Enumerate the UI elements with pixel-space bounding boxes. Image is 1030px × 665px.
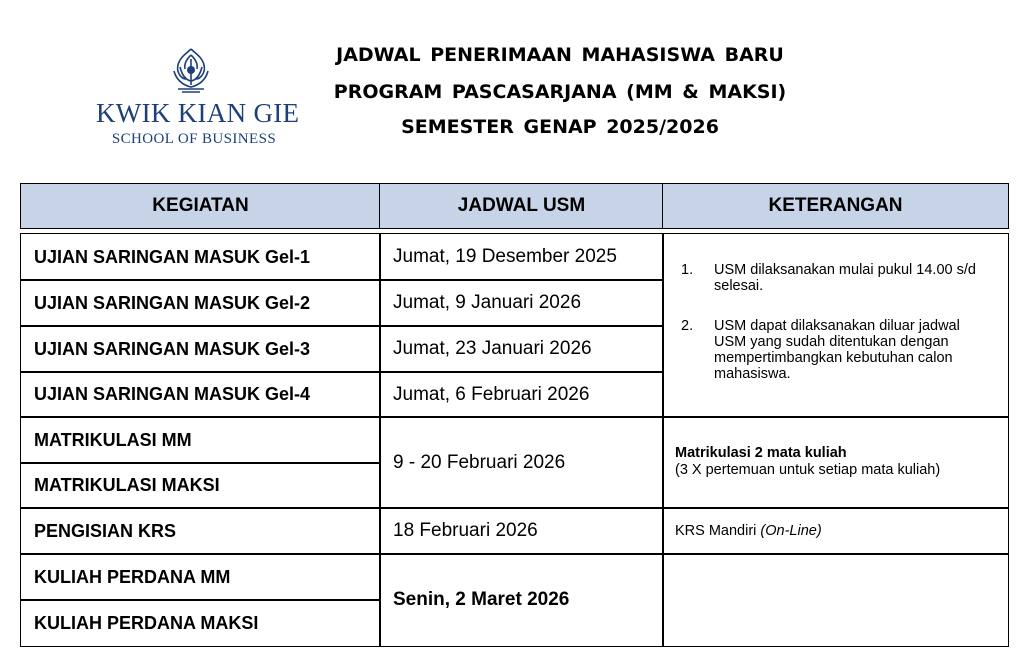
table-row-kegiatan: UJIAN SARINGAN MASUK Gel-3: [20, 325, 381, 373]
table-row-kegiatan: MATRIKULASI MAKSI: [20, 462, 381, 509]
header-keterangan: KETERANGAN: [662, 183, 1009, 229]
table-row-kegiatan: KULIAH PERDANA MAKSI: [20, 599, 381, 647]
krs-note-text: KRS Mandiri: [675, 523, 761, 539]
header-kegiatan: KEGIATAN: [20, 183, 381, 229]
crest-emblem-icon: [166, 45, 216, 95]
usm-note-text: USM dapat dilaksanakan diluar jadwal USM yang sudah ditentukan dengan mempertimbangkan kebutuhan calon mahasiswa.: [714, 318, 960, 382]
table-row-jadwal: Jumat, 9 Januari 2026: [379, 279, 664, 327]
table-row-kegiatan: KULIAH PERDANA MM: [20, 553, 381, 601]
table-row-jadwal: Senin, 2 Maret 2026: [379, 553, 664, 647]
table-row-kegiatan: UJIAN SARINGAN MASUK Gel-2: [20, 279, 381, 327]
table-row-jadwal: Jumat, 19 Desember 2025: [379, 233, 664, 281]
matrikulasi-note-title: Matrikulasi 2 mata kuliah: [675, 445, 847, 461]
table-row-kegiatan: MATRIKULASI MM: [20, 416, 381, 464]
table-row-kegiatan: UJIAN SARINGAN MASUK Gel-1: [20, 233, 381, 281]
table-row-jadwal: Jumat, 23 Januari 2026: [379, 325, 664, 373]
krs-note-cell: [662, 507, 1009, 555]
usm-note-number: 2.: [681, 318, 694, 334]
schedule-table: [20, 183, 1009, 647]
usm-note-text: USM dilaksanakan mulai pukul 14.00 s/d selesai.: [714, 262, 976, 294]
table-row-jadwal: Jumat, 6 Februari 2026: [379, 371, 664, 418]
school-logo: [96, 45, 300, 149]
header-jadwal-usm: JADWAL USM: [379, 183, 664, 229]
table-row-jadwal: 9 - 20 Februari 2026: [379, 416, 664, 509]
logo-subtitle: SCHOOL OF BUSINESS: [111, 131, 277, 147]
page-title-line-1: JADWAL PENERIMAAN MAHASISWA BARU: [336, 44, 784, 66]
logo-name: KWIK KIAN GIE: [96, 98, 300, 128]
usm-notes-cell: [662, 233, 1009, 418]
table-row-jadwal: 18 Februari 2026: [379, 507, 664, 555]
kuliah-note-cell: [662, 553, 1009, 647]
krs-note-online: (On-Line): [760, 523, 822, 539]
usm-note-number: 1.: [681, 262, 694, 278]
page-title-line-3: SEMESTER GENAP 2025/2026: [401, 116, 719, 138]
page-title-line-2: PROGRAM PASCASARJANA (MM & MAKSI): [333, 81, 787, 103]
table-row-kegiatan: UJIAN SARINGAN MASUK Gel-4: [20, 371, 381, 418]
matrikulasi-note-cell: [662, 416, 1009, 509]
table-row-kegiatan: PENGISIAN KRS: [20, 507, 381, 555]
matrikulasi-note-detail: (3 X pertemuan untuk setiap mata kuliah): [675, 462, 941, 478]
